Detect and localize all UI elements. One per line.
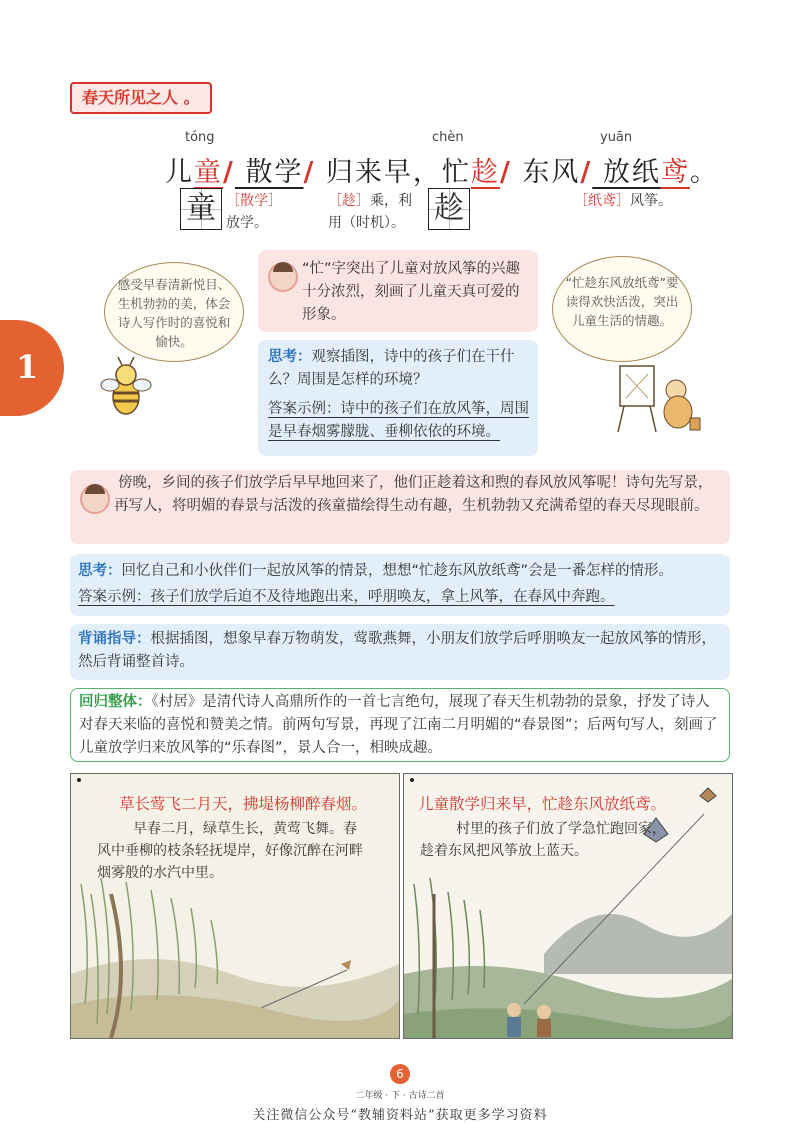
recite-text [78,628,724,674]
poem-part: 鸢 [660,157,690,188]
character-grid-chen: 趁 [428,188,470,230]
poem-part: 归来早，忙 [315,157,471,188]
poem-part: 。 [689,157,719,188]
pause-mark: / [499,157,512,188]
pause-mark: / [223,157,235,188]
illustration-panel-right [403,773,733,1039]
speech-bubble-right: “忙趁东风放纸鸢”要读得欢快活泼，突出儿童生活的情趣。 [552,256,692,362]
gloss-term: ［散学］ [226,193,282,209]
think-box-2 [70,554,730,616]
poem-part: 童 [194,157,223,188]
gloss-text: 用（时机）。 [328,215,405,231]
summary-text [79,691,721,760]
pause-mark: / [303,157,316,188]
gloss-text: 放学。 [226,215,268,231]
think-question [268,346,530,392]
section-tag: 春天所见之人 。 [70,82,212,114]
summary-box [70,688,730,762]
think-label: 思考： [78,563,122,579]
recite-label: 背诵指导： [78,631,151,647]
think-answer: 答案示例：诗中的孩子们在放风筝，周围是早春烟雾朦胧、垂柳依依的环境。 [268,401,529,440]
pause-mark: / [580,157,593,188]
chapter-number-tab [0,320,64,416]
painter-illustration-icon [612,360,702,435]
footer-grade: 二年级 · 下 · 古诗二首 [355,1091,445,1101]
gloss-sanxue [226,190,282,234]
summary-label: 回归整体： [79,694,152,710]
panel-dot [410,778,414,782]
bee-illustration-icon [96,355,156,425]
avatar-icon [80,484,110,514]
think-box-1 [258,340,538,456]
panel-title: 草长莺飞二月天，拂堤杨柳醉春烟。 [119,795,368,813]
panel-body: 早春二月，绿草生长，黄莺飞舞。春风中垂柳的枝条轻抚堤岸，好像沉醉在河畔烟雾般的水汽中里。 [97,821,363,881]
gloss-text: 乘，利 [370,193,412,209]
note-text: “忙”字突出了儿童对放风筝的兴趣十分浓烈，刻画了儿童天真可爱的形象。 [302,261,521,323]
pinyin-yuan: yuān [600,130,633,145]
avatar-icon [268,262,298,292]
gloss-zhiyuan [574,190,672,212]
poem-part: 趁 [470,157,500,188]
footer-promo: 关注微信公众号“教辅资料站”获取更多学习资料 [252,1108,548,1123]
gloss-text: 风筝。 [630,193,672,209]
gloss-chen [328,190,412,234]
page-number: 6 [390,1064,410,1084]
think-answer: 答案示例：孩子们放学后迫不及待地跑出来，呼朋唤友，拿上风筝，在春风中奔跑。 [78,589,615,605]
summary-body: 《村居》是清代诗人高鼎所作的一首七言绝句，展现了春天生机勃勃的景象，抒发了诗人对春天来临的喜悦和赞美之情。前两句写景，再现了江南二月明媚的“春景图”；后两句写人，刻画了儿童放学归来放风筝的“乐春图”，景人合一，相映成趣。 [79,694,718,756]
poem-part: 东风 [511,157,581,188]
recite-body: 根据插图，想象早春万物萌发，莺歌燕舞，小朋友们放学后呼朋唤友一起放风筝的情形，然后背诵整首诗。 [78,631,716,670]
illustration-panel-left [70,773,400,1039]
pinyin-chen: chèn [432,130,464,145]
panel-dot [77,778,81,782]
think-question [78,560,724,583]
intro-box [70,470,730,544]
poem-part: 儿 [165,157,194,188]
chapter-number: 1 [16,348,39,386]
gloss-term: ［纸鸢］ [574,193,630,209]
think-label: 思考： [268,349,312,365]
pinyin-tong: tóng [185,130,215,145]
poem-part: 放纸 [592,157,661,188]
think-question-text: 观察插图，诗中的孩子们在干什么？周围是怎样的环境？ [268,349,515,388]
panel-title: 儿童散学归来早，忙趁东风放纸鸢。 [418,795,667,813]
note-box [258,250,538,332]
character-grid-tong: 童 [180,188,222,230]
think-question-text: 回忆自己和小伙伴们一起放风筝的情景，想想“忙趁东风放纸鸢”会是一番怎样的情形。 [121,563,674,579]
panel-body: 村里的孩子们放了学急忙跑回家，趁着东风把风筝放上蓝天。 [420,821,666,859]
speech-bubble-left: 感受早春清新悦目、生机勃勃的美，体会诗人写作时的喜悦和愉快。 [104,262,244,362]
gloss-term: ［趁］ [328,193,370,209]
recite-box [70,624,730,680]
poem-part: 散学 [234,157,304,188]
poem-line [165,150,719,189]
intro-text: 傍晚，乡间的孩子们放学后早早地回来了，他们正趁着这和煦的春风放风筝呢！诗句先写景，再写人，将明媚的春景与活泼的孩童描绘得生动有趣，生机勃勃又充满希望的春天尽现眼前。 [114,475,713,514]
